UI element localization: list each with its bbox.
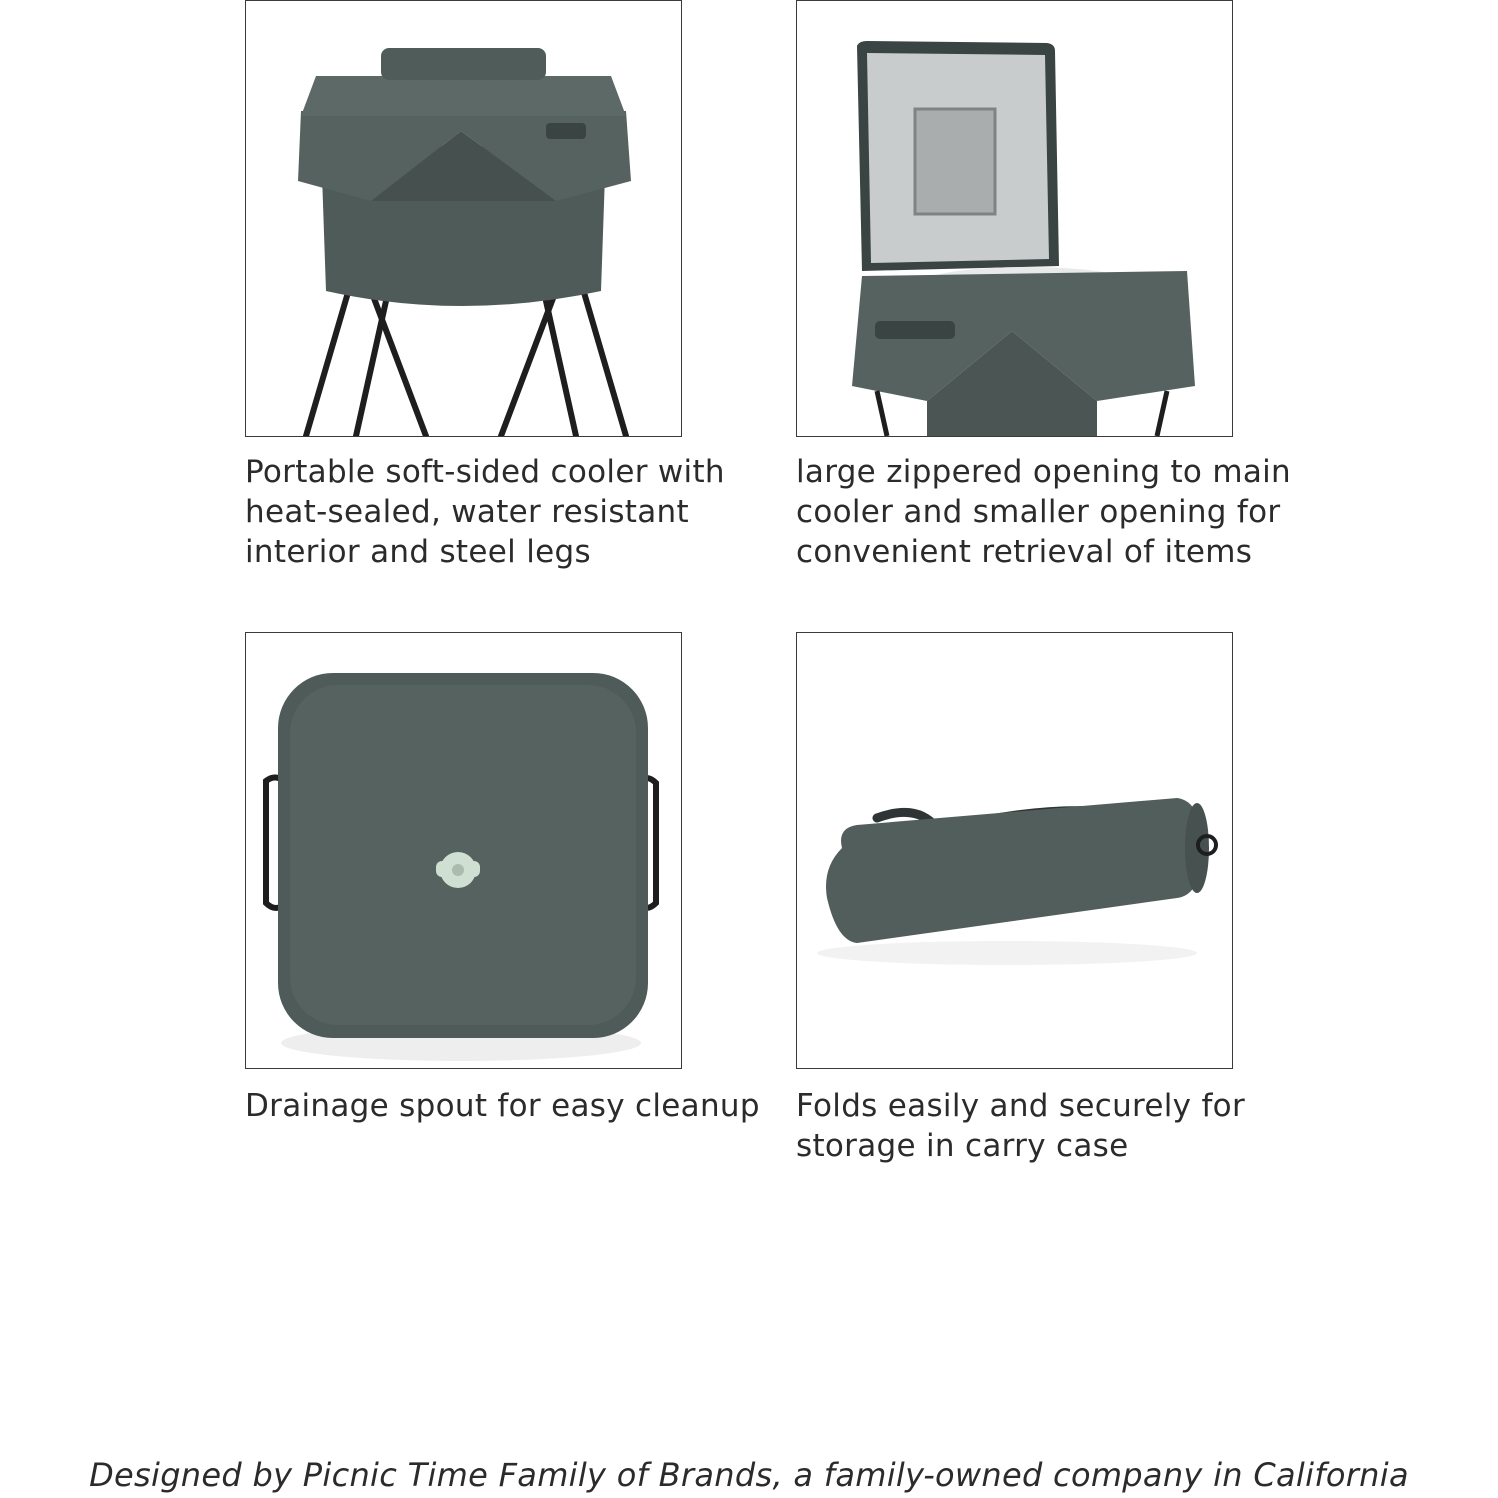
feature-caption-opening: large zippered opening to main cooler and smaller opening for convenient retrieval of items: [796, 454, 1291, 570]
feature-caption-stand: Portable soft-sided cooler with heat-sealed, water resistant interior and steel legs: [245, 454, 725, 570]
feature-caption-carry-case: Folds easily and securely for storage in carry case: [796, 1088, 1245, 1164]
feature-caption-spout: Drainage spout for easy cleanup: [245, 1088, 760, 1124]
product-image-cooler-bottom-spout: [245, 632, 682, 1069]
product-image-cooler-on-stand: [245, 0, 682, 437]
brand-footer: Designed by Picnic Time Family of Brands, a family-owned company in California: [89, 1456, 1409, 1494]
product-image-cooler-open-lid: [796, 0, 1233, 437]
product-image-carry-case: [796, 632, 1233, 1069]
